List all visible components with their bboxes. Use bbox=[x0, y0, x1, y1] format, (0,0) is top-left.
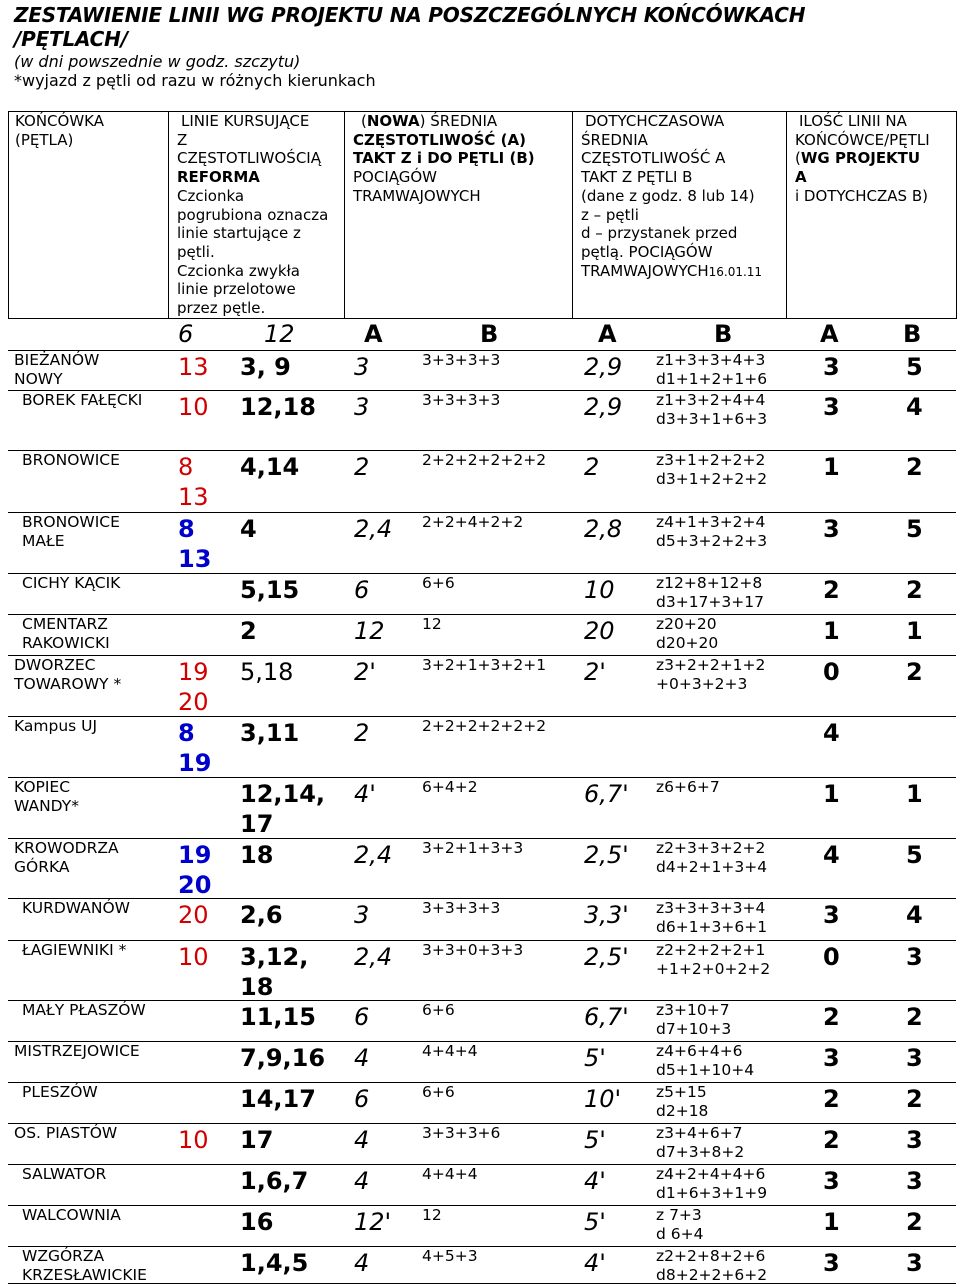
table-row bbox=[8, 350, 956, 391]
current-takt-b: z1+3+2+4+4 d3+3+1+6+3 bbox=[656, 391, 768, 428]
line-count-project: 4 bbox=[823, 719, 840, 747]
line-numbers-red: 10 bbox=[178, 1126, 209, 1154]
subheader-a2: A bbox=[598, 320, 617, 348]
col-header-lines: LINIE KURSUJĄCE Z CZĘSTOTLIWOŚCIĄ REFORMA Czcionka pogrubiona oznacza linie startujące z pętli. Czcionka zwykła linie przelotowe przez pętle. bbox=[169, 112, 345, 319]
terminus-name: CICHY KĄCIK bbox=[22, 574, 121, 592]
route-lines: 7,9,16 bbox=[240, 1044, 326, 1072]
route-lines: 5,18 bbox=[240, 658, 294, 686]
new-takt-b: 6+6 bbox=[422, 1083, 455, 1101]
route-lines: 3,11 bbox=[240, 719, 300, 747]
col-header-current-frequency: DOTYCHCZASOWA ŚREDNIA CZĘSTOTLIWOŚĆ A TAKT Z PĘTLI B (dane z godz. 8 lub 14) z – pętli d – przystanek przed pętlą. POCIĄGÓW TRAMWAJOWYCH16.01.11 bbox=[573, 112, 787, 319]
current-takt-b: z5+15 d2+18 bbox=[656, 1083, 709, 1120]
line-count-project: 3 bbox=[823, 353, 840, 381]
new-frequency-a: 4 bbox=[354, 1167, 370, 1195]
line-count-project: 3 bbox=[823, 515, 840, 543]
new-frequency-a: 6 bbox=[354, 1085, 370, 1113]
title-line-1: ZESTAWIENIE LINII WG PROJEKTU NA POSZCZEGÓLNYCH KOŃCÓWKACH bbox=[14, 3, 806, 27]
table-row bbox=[8, 940, 956, 1001]
line-count-project: 3 bbox=[823, 1044, 840, 1072]
table-row bbox=[8, 450, 956, 513]
line-count-current: 1 bbox=[906, 617, 923, 645]
terminus-name: Kampus UJ bbox=[14, 717, 98, 735]
line-numbers-red: 20 bbox=[178, 901, 209, 929]
new-takt-b: 3+3+3+6 bbox=[422, 1124, 501, 1142]
subheader-b1: B bbox=[480, 320, 499, 348]
current-takt-b: z3+1+2+2+2 d3+1+2+2+2 bbox=[656, 451, 768, 488]
current-frequency-a: 4' bbox=[584, 1167, 606, 1195]
new-takt-b: 4+5+3 bbox=[422, 1247, 478, 1265]
route-lines: 14,17 bbox=[240, 1085, 316, 1113]
new-frequency-a: 2 bbox=[354, 719, 370, 747]
current-takt-b: z20+20 d20+20 bbox=[656, 615, 719, 652]
line-count-project: 3 bbox=[823, 1167, 840, 1195]
line-count-current: 3 bbox=[906, 1167, 923, 1195]
current-frequency-a: 3,3' bbox=[584, 901, 629, 929]
line-count-project: 1 bbox=[823, 617, 840, 645]
line-count-current: 2 bbox=[906, 1003, 923, 1031]
new-frequency-a: 4 bbox=[354, 1249, 370, 1277]
line-count-current: 2 bbox=[906, 658, 923, 686]
page-title bbox=[14, 3, 805, 51]
line-count-current: 2 bbox=[906, 453, 923, 481]
terminus-name: SALWATOR bbox=[22, 1165, 107, 1183]
line-numbers-red: 13 bbox=[178, 353, 209, 381]
new-takt-b: 4+4+4 bbox=[422, 1165, 478, 1183]
line-numbers-blue: 8 19 bbox=[178, 719, 212, 777]
subheader-b2: B bbox=[714, 320, 733, 348]
line-count-project: 2 bbox=[823, 1085, 840, 1113]
new-takt-b: 6+6 bbox=[422, 574, 455, 592]
current-takt-b: z 7+3 d 6+4 bbox=[656, 1206, 704, 1243]
route-lines: 3, 9 bbox=[240, 353, 291, 381]
line-count-current: 3 bbox=[906, 1044, 923, 1072]
subtitle-hours: (w dni powszednie w godz. szczytu) bbox=[14, 52, 301, 71]
current-frequency-a: 4' bbox=[584, 1249, 606, 1277]
current-takt-b: z3+3+3+3+4 d6+1+3+6+1 bbox=[656, 899, 768, 936]
route-lines: 17 bbox=[240, 1126, 274, 1154]
line-count-project: 0 bbox=[823, 658, 840, 686]
col-header-new-frequency: (NOWA) ŚREDNIA CZĘSTOTLIWOŚĆ (A) TAKT Z i DO PĘTLI (B) POCIĄGÓW TRAMWAJOWYCH bbox=[345, 112, 573, 319]
line-count-current: 1 bbox=[906, 780, 923, 808]
current-takt-b: z2+2+8+2+6 d8+2+2+6+2 bbox=[656, 1247, 768, 1284]
current-frequency-a: 2,5' bbox=[584, 841, 629, 869]
terminus-name: CMENTARZ RAKOWICKI bbox=[22, 615, 110, 652]
terminus-name: WALCOWNIA bbox=[22, 1206, 121, 1224]
new-frequency-a: 4 bbox=[354, 1126, 370, 1154]
table-row bbox=[8, 655, 956, 717]
new-frequency-a: 3 bbox=[354, 901, 370, 929]
terminus-name: BRONOWICE bbox=[22, 451, 120, 469]
subheader-b3: B bbox=[903, 320, 922, 348]
table-row bbox=[8, 390, 956, 451]
new-frequency-a: 3 bbox=[354, 393, 370, 421]
table-row bbox=[8, 838, 956, 899]
table-row bbox=[8, 614, 956, 656]
line-numbers-blue: 8 13 bbox=[178, 515, 212, 573]
table-body bbox=[8, 318, 956, 1284]
current-takt-b: z6+6+7 bbox=[656, 778, 720, 796]
terminus-name: BRONOWICE MAŁE bbox=[22, 513, 120, 550]
table-row bbox=[8, 1246, 956, 1285]
line-count-project: 1 bbox=[823, 780, 840, 808]
terminus-name: KURDWANÓW bbox=[22, 899, 131, 917]
current-frequency-a: 2,9 bbox=[584, 353, 623, 381]
line-count-current: 2 bbox=[906, 1085, 923, 1113]
subheader-row bbox=[8, 318, 956, 350]
table-row bbox=[8, 1164, 956, 1206]
current-takt-b: z4+6+4+6 d5+1+10+4 bbox=[656, 1042, 755, 1079]
line-numbers-red: 8 13 bbox=[178, 453, 209, 511]
terminus-name: KOPIEC WANDY* bbox=[14, 778, 79, 815]
route-lines: 3,12, 18 bbox=[240, 943, 309, 1001]
current-frequency-a: 2,5' bbox=[584, 943, 629, 971]
new-takt-b: 2+2+2+2+2+2 bbox=[422, 717, 547, 735]
table-row bbox=[8, 1123, 956, 1165]
line-numbers-red: 10 bbox=[178, 943, 209, 971]
new-takt-b: 3+3+0+3+3 bbox=[422, 941, 524, 959]
current-takt-b: z12+8+12+8 d3+17+3+17 bbox=[656, 574, 764, 611]
new-frequency-a: 2' bbox=[354, 658, 376, 686]
new-takt-b: 3+3+3+3 bbox=[422, 899, 501, 917]
new-frequency-a: 3 bbox=[354, 353, 370, 381]
current-frequency-a: 5' bbox=[584, 1044, 606, 1072]
line-count-current: 4 bbox=[906, 901, 923, 929]
new-takt-b: 3+3+3+3 bbox=[422, 351, 501, 369]
route-lines: 2 bbox=[240, 617, 257, 645]
route-lines: 12,14, 17 bbox=[240, 780, 326, 838]
subtitle-note: *wyjazd z pętli od razu w różnych kierunkach bbox=[14, 71, 376, 90]
col-header-line-count: ILOŚĆ LINII NA KOŃCÓWCE/PĘTLI (WG PROJEKTU A i DOTYCHCZAS B) bbox=[787, 112, 957, 319]
table-row bbox=[8, 716, 956, 778]
new-takt-b: 6+4+2 bbox=[422, 778, 478, 796]
subheader-a1: A bbox=[364, 320, 383, 348]
line-count-project: 2 bbox=[823, 1126, 840, 1154]
terminus-name: BIEŻANÓW NOWY bbox=[14, 351, 100, 388]
current-frequency-a: 10 bbox=[584, 576, 615, 604]
line-count-project: 2 bbox=[823, 1003, 840, 1031]
line-count-project: 1 bbox=[823, 453, 840, 481]
title-line-2: /PĘTLACH/ bbox=[14, 27, 128, 51]
route-lines: 12,18 bbox=[240, 393, 316, 421]
line-count-project: 3 bbox=[823, 901, 840, 929]
terminus-name: MAŁY PŁASZÓW bbox=[22, 1001, 146, 1019]
line-numbers-red: 19 20 bbox=[178, 658, 209, 716]
terminus-name: WZGÓRZA KRZESŁAWICKIE bbox=[22, 1247, 147, 1284]
column-header-row bbox=[9, 112, 957, 319]
table-row bbox=[8, 1041, 956, 1083]
current-takt-b: z3+4+6+7 d7+3+8+2 bbox=[656, 1124, 745, 1161]
terminus-name: MISTRZEJOWICE bbox=[14, 1042, 140, 1060]
line-count-current: 2 bbox=[906, 1208, 923, 1236]
current-takt-b: z2+2+2+2+1 +1+2+0+2+2 bbox=[656, 941, 771, 978]
line-count-project: 1 bbox=[823, 1208, 840, 1236]
col-header-terminus: KOŃCÓWKA (PĘTLA) bbox=[9, 112, 169, 319]
line-count-current: 3 bbox=[906, 943, 923, 971]
current-takt-b: z1+3+3+4+3 d1+1+2+1+6 bbox=[656, 351, 768, 388]
current-frequency-a: 2' bbox=[584, 658, 606, 686]
table-bottom-border bbox=[8, 1283, 956, 1284]
current-takt-b: z3+10+7 d7+10+3 bbox=[656, 1001, 732, 1038]
current-takt-b: z4+1+3+2+4 d5+3+2+2+3 bbox=[656, 513, 768, 550]
current-frequency-a: 5' bbox=[584, 1126, 606, 1154]
line-count-current: 5 bbox=[906, 841, 923, 869]
table-row bbox=[8, 1000, 956, 1042]
new-takt-b: 2+2+2+2+2+2 bbox=[422, 451, 547, 469]
line-count-current: 4 bbox=[906, 393, 923, 421]
terminus-name: DWORZEC TOWAROWY * bbox=[14, 656, 122, 693]
new-takt-b: 6+6 bbox=[422, 1001, 455, 1019]
current-frequency-a: 6,7' bbox=[584, 780, 629, 808]
new-frequency-a: 12' bbox=[354, 1208, 392, 1236]
new-frequency-a: 2 bbox=[354, 453, 370, 481]
terminus-name: BOREK FAŁĘCKI bbox=[22, 391, 143, 409]
line-count-current: 5 bbox=[906, 353, 923, 381]
line-count-current: 3 bbox=[906, 1126, 923, 1154]
line-count-current: 2 bbox=[906, 576, 923, 604]
route-lines: 4 bbox=[240, 515, 257, 543]
line-count-project: 3 bbox=[823, 1249, 840, 1277]
terminus-name: ŁAGIEWNIKI * bbox=[22, 941, 127, 959]
route-lines: 18 bbox=[240, 841, 274, 869]
route-lines: 5,15 bbox=[240, 576, 300, 604]
line-count-project: 0 bbox=[823, 943, 840, 971]
current-takt-b: z4+2+4+4+6 d1+6+3+1+9 bbox=[656, 1165, 768, 1202]
table-row bbox=[8, 777, 956, 839]
route-lines: 4,14 bbox=[240, 453, 300, 481]
new-takt-b: 12 bbox=[422, 615, 442, 633]
table-row bbox=[8, 898, 956, 941]
new-takt-b: 2+2+4+2+2 bbox=[422, 513, 524, 531]
table-row bbox=[8, 1205, 956, 1247]
new-frequency-a: 6 bbox=[354, 1003, 370, 1031]
table-row bbox=[8, 573, 956, 615]
subheader-a3: A bbox=[820, 320, 839, 348]
new-takt-b: 3+2+1+3+2+1 bbox=[422, 656, 547, 674]
current-frequency-a: 10' bbox=[584, 1085, 622, 1113]
current-frequency-a: 2,8 bbox=[584, 515, 623, 543]
line-numbers-blue: 19 20 bbox=[178, 841, 212, 899]
subheader-6: 6 bbox=[178, 320, 194, 348]
current-frequency-a: 2,9 bbox=[584, 393, 623, 421]
new-takt-b: 3+3+3+3 bbox=[422, 391, 501, 409]
route-lines: 1,6,7 bbox=[240, 1167, 309, 1195]
table-row bbox=[8, 1082, 956, 1124]
line-count-project: 4 bbox=[823, 841, 840, 869]
line-count-current: 3 bbox=[906, 1249, 923, 1277]
current-takt-b: z3+2+2+1+2 +0+3+2+3 bbox=[656, 656, 766, 693]
current-frequency-a: 6,7' bbox=[584, 1003, 629, 1031]
current-frequency-a: 2 bbox=[584, 453, 600, 481]
new-frequency-a: 6 bbox=[354, 576, 370, 604]
current-frequency-a: 20 bbox=[584, 617, 615, 645]
new-frequency-a: 2,4 bbox=[354, 515, 393, 543]
new-frequency-a: 2,4 bbox=[354, 943, 393, 971]
route-lines: 2,6 bbox=[240, 901, 283, 929]
route-lines: 11,15 bbox=[240, 1003, 316, 1031]
new-takt-b: 4+4+4 bbox=[422, 1042, 478, 1060]
terminus-name: PLESZÓW bbox=[22, 1083, 98, 1101]
line-numbers-red: 10 bbox=[178, 393, 209, 421]
terminus-name: OS. PIASTÓW bbox=[14, 1124, 118, 1142]
new-takt-b: 3+2+1+3+3 bbox=[422, 839, 524, 857]
current-frequency-a: 5' bbox=[584, 1208, 606, 1236]
terminus-name: KROWODRZA GÓRKA bbox=[14, 839, 119, 876]
line-count-project: 2 bbox=[823, 576, 840, 604]
new-frequency-a: 2,4 bbox=[354, 841, 393, 869]
new-frequency-a: 12 bbox=[354, 617, 385, 645]
lines-table bbox=[8, 111, 957, 319]
line-count-project: 3 bbox=[823, 393, 840, 421]
route-lines: 1,4,5 bbox=[240, 1249, 309, 1277]
new-frequency-a: 4 bbox=[354, 1044, 370, 1072]
line-count-current: 5 bbox=[906, 515, 923, 543]
subheader-12: 12 bbox=[264, 320, 295, 348]
current-takt-b: z2+3+3+2+2 d4+2+1+3+4 bbox=[656, 839, 768, 876]
new-frequency-a: 4' bbox=[354, 780, 376, 808]
route-lines: 16 bbox=[240, 1208, 274, 1236]
new-takt-b: 12 bbox=[422, 1206, 442, 1224]
table-row bbox=[8, 512, 956, 574]
